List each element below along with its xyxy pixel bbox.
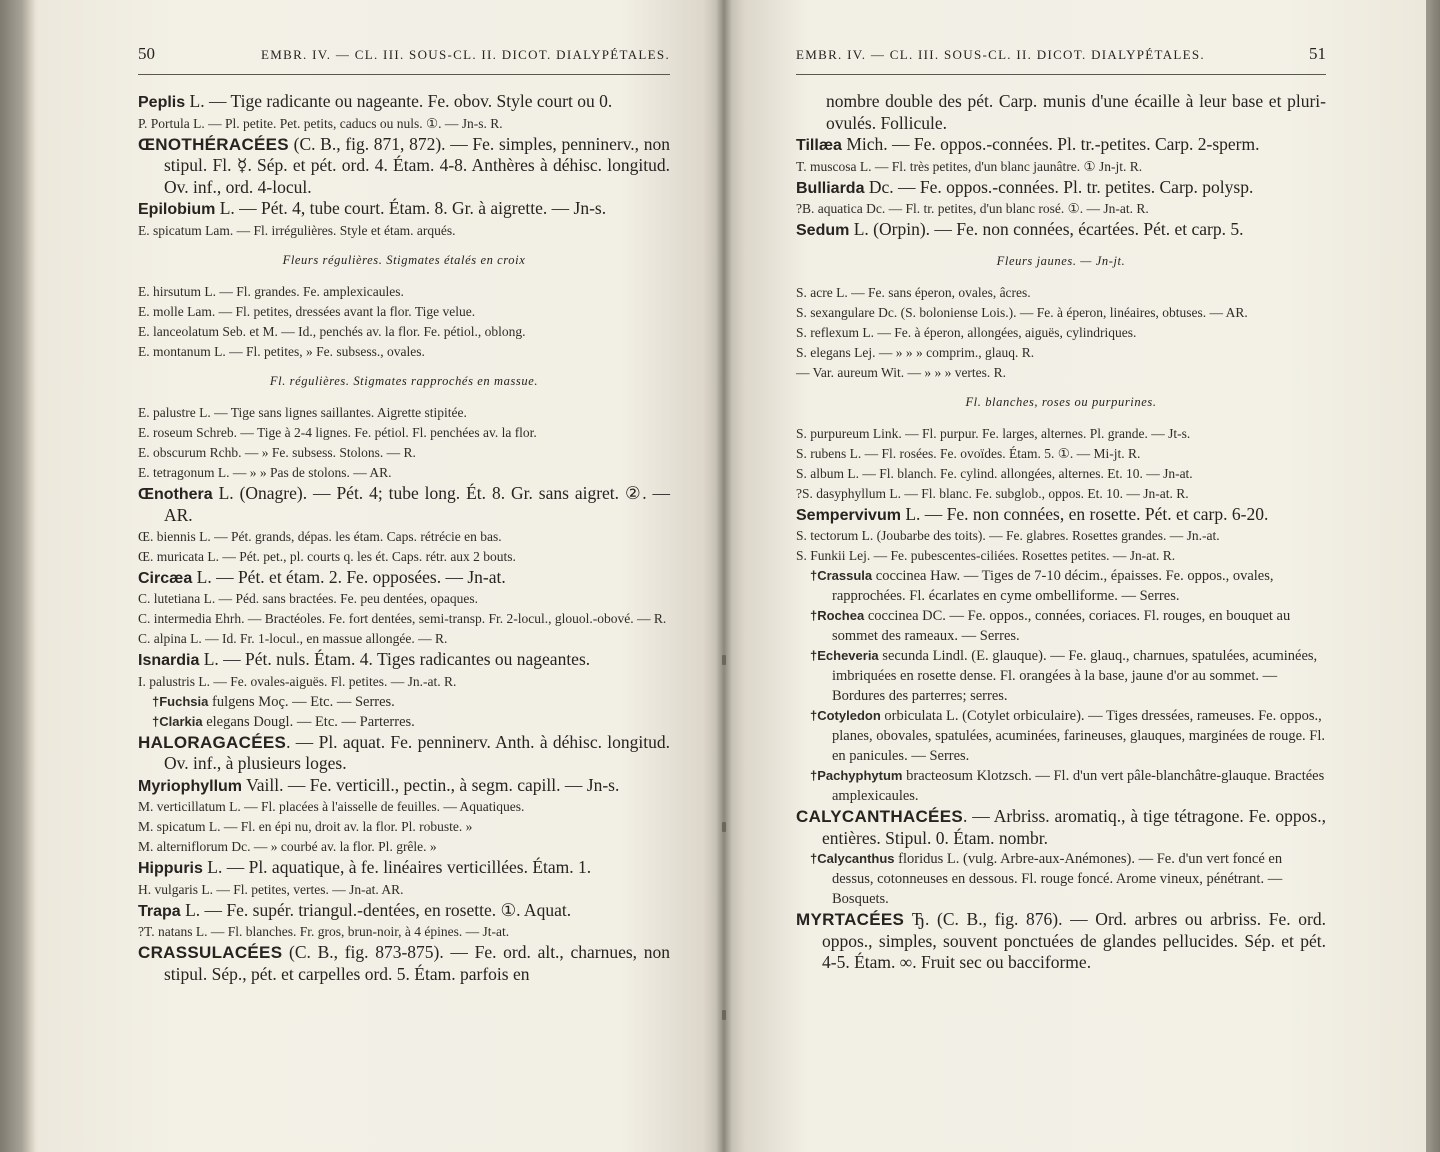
family-entry [796, 909, 1326, 974]
cultivated-entry [796, 606, 1326, 646]
right-running-head [796, 44, 1326, 75]
species-entry: S. rubens L. — Fl. rosées. Fe. ovoïdes. Étam. 5. ①. — Mi-jt. R. [796, 445, 1141, 461]
family-name: HALORAGACÉES [138, 732, 287, 752]
genus-entry [138, 775, 670, 798]
species-entry: C. alpina L. — Id. Fr. 1-locul., en massue allongée. — R. [138, 631, 448, 646]
binding-stitch [722, 1010, 726, 1020]
genus-entry [138, 91, 670, 114]
entry-description: . — Pl. aquat. Fe. penninerv. Anth. à déhisc. longitud. Ov. inf., à plusieurs loges. [164, 731, 670, 773]
entry-description: Dc. — Fe. oppos.-connées. Pl. tr. petites. Carp. polysp. [864, 176, 1254, 197]
species-entry: E. hirsutum L. — Fl. grandes. Fe. amplexicaules. [138, 283, 404, 299]
family-name: ŒNOTHÉRACÉES [138, 134, 289, 154]
species-entry: S. elegans Lej. — » » » comprim., glauq. R. [796, 344, 1035, 360]
entry-description: L. — Pét. nuls. Étam. 4. Tiges radicantes ou nageantes. [199, 649, 591, 669]
entry-description: L. — Pl. aquatique, à fe. linéaires verticillées. Étam. 1. [202, 857, 592, 877]
genus-entry [138, 857, 670, 880]
species-entry: S. reflexum L. — Fe. à éperon, allongées, aiguës, cylindriques. [796, 324, 1137, 340]
genus-entry [796, 504, 1326, 527]
genus-name: Isnardia [138, 652, 200, 669]
cultivated-entry [796, 849, 1326, 909]
species-entry: ?B. aquatica Dc. — Fl. tr. petites, d'un blanc rosé. ①. — Jn-at. R. [796, 201, 1149, 216]
genus-name: Bulliarda [796, 179, 865, 197]
genus-entry [138, 198, 670, 221]
genus-name: †Crassula [810, 568, 873, 583]
entry-description: L. — Fe. non connées, en rosette. Pét. et carp. 6-20. [900, 503, 1269, 524]
entry-description: . — Arbriss. aromatiq., à tige tétragone. Fe. oppos., entières. Stipul. 0. Étam. nombr. [822, 806, 1326, 848]
entry-description: L. — Tige radicante ou nageante. Fe. obov. Style court ou 0. [185, 91, 613, 111]
species-entry: H. vulgaris L. — Fl. petites, vertes. — Jn-at. AR. [138, 881, 404, 897]
genus-entry [138, 483, 670, 527]
genus-name: †Rochea [810, 608, 865, 623]
entry-description: L. — Fe. supér. triangul.-dentées, en rosette. ①. Aquat. [180, 899, 572, 920]
cultivated-entry [796, 766, 1326, 806]
family-name: MYRTACÉES [796, 910, 905, 929]
genus-entry [138, 649, 670, 672]
species-entry: E. roseum Schreb. — Tige à 2-4 lignes. Fe. pétiol. Fl. penchées av. la flor. [138, 424, 537, 440]
species-entry: ?S. dasyphyllum L. — Fl. blanc. Fe. subglob., oppos. Et. 10. — Jn-at. R. [796, 485, 1189, 501]
section-subheading: Fl. blanches, roses ou purpurines. [965, 394, 1157, 409]
book-gutter [716, 0, 732, 1152]
genus-name: Tillæa [796, 137, 842, 154]
family-entry [796, 806, 1326, 849]
binding-stitch [722, 655, 726, 665]
species-entry: S. tectorum L. (Joubarbe des toits). — Fe. glabres. Rosettes grandes. — Jn.-at. [796, 528, 1220, 543]
species-entry: Œ. muricata L. — Pét. pet., pl. courts q. les ét. Caps. rétr. aux 2 bouts. [138, 548, 516, 564]
genus-name: †Fuchsia [152, 693, 209, 709]
entry-description: Mich. — Fe. oppos.-connées. Pl. tr.-petites. Carp. 2-sperm. [841, 134, 1260, 154]
entry-description: L. — Pét. 4, tube court. Étam. 8. Gr. à aigrette. — Jn-s. [215, 198, 607, 218]
species-entry: Œ. biennis L. — Pét. grands, dépas. les étam. Caps. rétrécie en bas. [138, 528, 502, 544]
genus-name: Hippuris [138, 860, 203, 877]
entry-description: Vaill. — Fe. verticill., pectin., à segm. capill. — Jn-s. [242, 774, 620, 795]
family-name: CALYCANTHACÉES [796, 807, 963, 826]
entry-description: (C. B., fig. 871, 872). — Fe. simples, penninerv., non stipul. Fl. ☿. Sép. et pét. ord. 4. Étam. 4-8. Anthères à déhisc. longitud. Ov. inf., ord. 4-locul. [164, 133, 670, 197]
genus-name: †Pachyphytum [810, 768, 903, 783]
species-entry: S. purpureum Link. — Fl. purpur. Fe. larges, alternes. Pl. grande. — Jt-s. [796, 425, 1191, 441]
species-entry: M. spicatum L. — Fl. en épi nu, droit av. la flor. Pl. robuste. » [138, 819, 473, 834]
genus-name: Epilobium [138, 201, 216, 218]
genus-name: Sedum [796, 222, 850, 239]
section-subheading: Fleurs jaunes. — Jn-jt. [996, 253, 1126, 268]
species-entry: M. verticillatum L. — Fl. placées à l'aisselle de feuilles. — Aquatiques. [138, 799, 525, 814]
species-entry: S. Funkii Lej. — Fe. pubescentes-ciliées. Rosettes petites. — Jn-at. R. [796, 548, 1176, 563]
genus-name: Myriophyllum [138, 777, 243, 795]
left-header-text: EMBR. IV. — CL. III. SOUS-CL. II. DICOT. DIALYPÉTALES. [261, 47, 670, 62]
family-entry [138, 942, 670, 985]
species-entry: S. album L. — Fl. blanch. Fe. cylind. allongées, alternes. Et. 10. — Jn-at. [796, 465, 1193, 481]
right-page-body [796, 91, 1326, 974]
species-entry: E. palustre L. — Tige sans lignes saillantes. Aigrette stipitée. [138, 404, 467, 420]
species-entry: E. spicatum Lam. — Fl. irrégulières. Style et étam. arqués. [138, 222, 456, 238]
entry-description: L. (Orpin). — Fe. non connées, écartées. Pét. et carp. 5. [849, 219, 1244, 239]
species-entry: C. lutetiana L. — Péd. sans bractées. Fe. peu dentées, opaques. [138, 591, 479, 606]
cultivated-entry [796, 566, 1326, 606]
species-entry: I. palustris L. — Fe. ovales-aiguës. Fl. petites. — Jn.-at. R. [138, 673, 457, 689]
left-page-body [138, 91, 670, 985]
species-entry: S. acre L. — Fe. sans éperon, ovales, âcres. [796, 284, 1031, 300]
entry-description: elegans Dougl. — Etc. — Parterres. [202, 713, 415, 730]
entry-description: coccinea DC. — Fe. oppos., connées, coriaces. Fl. rouges, en bouquet au sommet des rameaux. — Serres. [832, 608, 1291, 644]
right-header-text: EMBR. IV. — CL. III. SOUS-CL. II. DICOT. DIALYPÉTALES. [796, 47, 1205, 62]
species-entry: E. molle Lam. — Fl. petites, dressées avant la flor. Tige velue. [138, 303, 476, 319]
species-entry: — Var. aureum Wit. — » » » vertes. R. [796, 364, 1007, 380]
species-entry: ?T. natans L. — Fl. blanches. Fr. gros, brun-noir, à 4 épines. — Jt-at. [138, 924, 510, 939]
left-page [38, 0, 724, 1152]
entry-description: bracteosum Klotzsch. — Fl. d'un vert pâle-blanchâtre-glauque. Bractées amplexicaules. [832, 768, 1325, 804]
genus-entry [796, 177, 1326, 200]
family-entry [138, 134, 670, 199]
entry-description: (C. B., fig. 873-875). — Fe. ord. alt., charnues, non stipul. Sép., pét. et carpelles ord. 5. Étam. parfois en [164, 942, 670, 984]
genus-name: Sempervivum [796, 506, 901, 524]
genus-name: Trapa [138, 902, 181, 920]
binding-stitch [722, 822, 726, 832]
genus-name: †Calycanthus [810, 851, 895, 866]
left-running-head [138, 44, 670, 75]
cultivated-entry [138, 712, 670, 732]
genus-name: †Clarkia [152, 713, 203, 729]
species-entry: E. montanum L. — Fl. petites, » Fe. subsess., ovales. [138, 343, 425, 359]
cultivated-entry [138, 692, 670, 712]
species-entry: E. tetragonum L. — » » Pas de stolons. — AR. [138, 464, 392, 480]
entry-description: L. — Pét. et étam. 2. Fe. opposées. — Jn-at. [192, 566, 506, 587]
genus-entry [138, 567, 670, 590]
species-entry: T. muscosa L. — Fl. très petites, d'un blanc jaunâtre. ① Jn-jt. R. [796, 158, 1143, 174]
species-entry: E. lanceolatum Seb. et M. — Id., penchés av. la flor. Fe. pétiol., oblong. [138, 323, 526, 339]
family-name: CRASSULACÉES [138, 943, 283, 962]
genus-name: Œnothera [138, 485, 213, 503]
genus-entry [138, 900, 670, 923]
genus-name: †Echeveria [810, 648, 879, 663]
family-entry [138, 732, 670, 775]
section-subheading: Fl. régulières. Stigmates rapprochés en massue. [269, 373, 539, 388]
species-entry: C. intermedia Ehrh. — Bractéoles. Fe. fort dentées, semi-transp. Fr. 2-locul., glouol.-obové. — R. [138, 611, 667, 626]
continued-text: nombre double des pét. Carp. munis d'une écaille à leur base et pluri-ovulés. Follicule. [826, 91, 1326, 133]
genus-name: Peplis [138, 94, 186, 111]
cultivated-entry [796, 646, 1326, 706]
species-entry: S. sexangulare Dc. (S. boloniense Lois.). — Fe. à éperon, linéaires, obtuses. — AR. [796, 304, 1248, 320]
species-entry: E. obscurum Rchb. — » Fe. subsess. Stolons. — R. [138, 444, 416, 460]
species-entry: P. Portula L. — Pl. petite. Pet. petits, caducs ou nuls. ①. — Jn-s. R. [138, 115, 503, 131]
entry-description: orbiculata L. (Cotylet orbiculaire). — Tiges dressées, rameuses. Fe. oppos., planes, obovales, spatulées, acuminées, farineuses, glauques, marginées de rouge. Fl. en panicules. — Serres. [832, 708, 1325, 764]
genus-entry [796, 134, 1326, 157]
species-entry: M. alterniflorum Dc. — » courbé av. la flor. Pl. grêle. » [138, 839, 437, 854]
entry-description: secunda Lindl. (E. glauque). — Fe. glauq., charnues, spatulées, acuminées, imbriquées en rosette dense. Fl. orangées à la base, jaune d'or au sommet. — Bordures des parterres; serres. [832, 648, 1318, 704]
entry-description: fulgens Moç. — Etc. — Serres. [208, 693, 395, 710]
cultivated-entry [796, 706, 1326, 766]
right-page-number: 51 [1309, 44, 1326, 63]
genus-entry [796, 219, 1326, 242]
left-page-number: 50 [138, 44, 155, 63]
entry-description: L. (Onagre). — Pét. 4; tube long. Ét. 8. Gr. sans aigret. ②. — AR. [164, 482, 670, 525]
entry-description: floridus L. (vulg. Arbre-aux-Anémones). — Fe. d'un vert foncé en dessus, cotonneuses en dessous. Fl. rouge foncé. Arome vineux, pénétrant. — Bosquets. [832, 851, 1283, 907]
section-subheading: Fleurs régulières. Stigmates étalés en croix [282, 252, 526, 267]
entry-description: Ђ. (C. B., fig. 876). — Ord. arbres ou arbriss. Fe. ord. oppos., simples, souvent ponctuées de glandes pellucides. Sép. et pét. 4-5. Étam. ∞. Fruit sec ou bacciforme. [822, 909, 1326, 972]
right-page [724, 0, 1426, 1152]
genus-name: Circæa [138, 569, 193, 587]
entry-description: coccinea Haw. — Tiges de 7-10 décim., épaisses. Fe. oppos., ovales, rapprochées. Fl. écarlates en cyme ombelliforme. — Serres. [832, 568, 1274, 604]
genus-name: †Cotyledon [810, 708, 881, 723]
